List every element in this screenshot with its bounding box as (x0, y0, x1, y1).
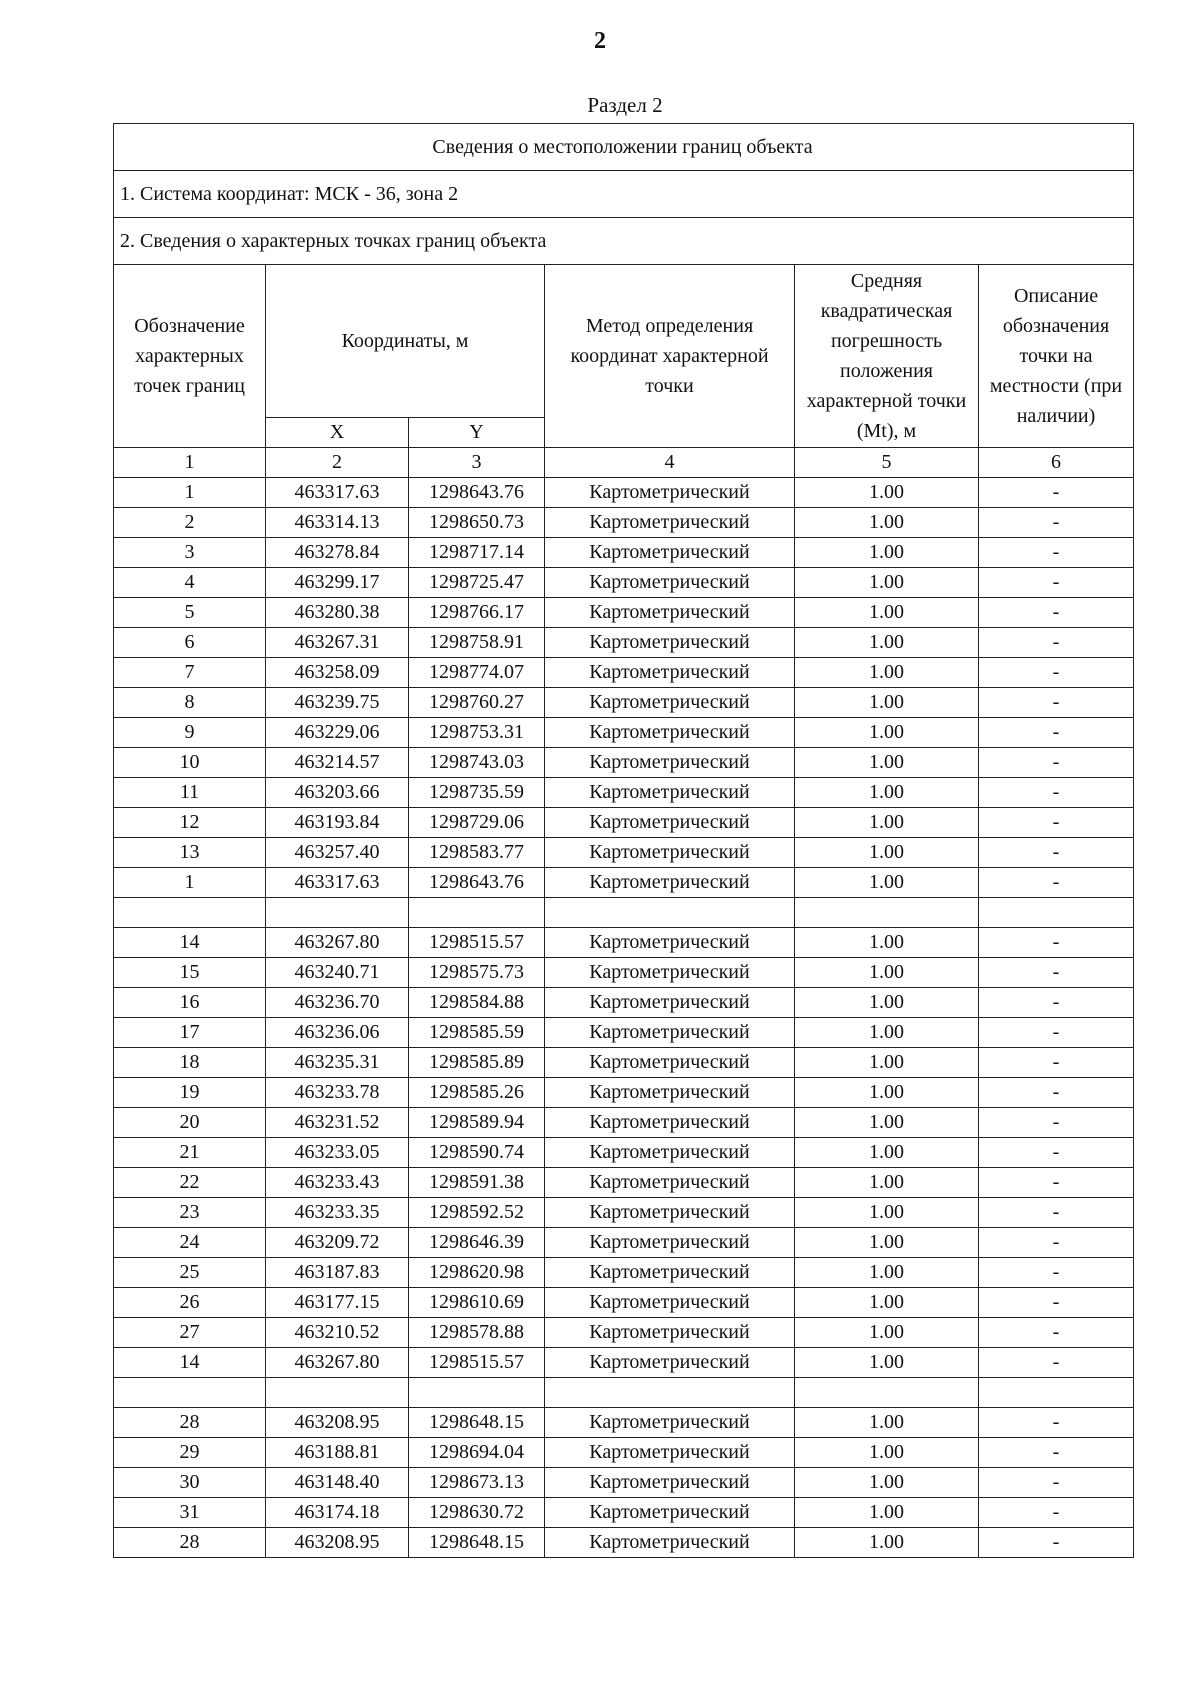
description-cell: - (979, 1528, 1134, 1558)
header-description: Описание обозначения точки на местности (при наличии) (979, 265, 1134, 448)
point-id-cell: 16 (114, 988, 266, 1018)
y-coord-cell (409, 898, 545, 928)
description-cell: - (979, 958, 1134, 988)
y-coord-cell: 1298583.77 (409, 838, 545, 868)
mean-error-cell: 1.00 (795, 1228, 979, 1258)
table-row (114, 1018, 1134, 1048)
table-row (114, 988, 1134, 1018)
x-coord-cell: 463229.06 (266, 718, 409, 748)
point-id-cell: 18 (114, 1048, 266, 1078)
table-row (114, 688, 1134, 718)
method-cell: Картометрический (545, 1498, 795, 1528)
point-id-cell: 20 (114, 1108, 266, 1138)
mean-error-cell: 1.00 (795, 718, 979, 748)
description-cell: - (979, 1138, 1134, 1168)
coord-system-row (114, 171, 1134, 218)
method-cell: Картометрический (545, 1198, 795, 1228)
y-coord-cell: 1298585.26 (409, 1078, 545, 1108)
x-coord-cell: 463193.84 (266, 808, 409, 838)
table-row (114, 808, 1134, 838)
method-cell: Картометрический (545, 748, 795, 778)
point-id-cell: 5 (114, 598, 266, 628)
description-cell: - (979, 1078, 1134, 1108)
description-cell: - (979, 838, 1134, 868)
header-point-designation: Обозначение характерных точек границ (114, 265, 266, 448)
table-row (114, 778, 1134, 808)
mean-error-cell: 1.00 (795, 1138, 979, 1168)
table-row (114, 658, 1134, 688)
method-cell: Картометрический (545, 508, 795, 538)
table-row (114, 838, 1134, 868)
x-coord-cell: 463148.40 (266, 1468, 409, 1498)
x-coord-cell: 463235.31 (266, 1048, 409, 1078)
x-coord-cell: 463267.80 (266, 928, 409, 958)
description-cell: - (979, 778, 1134, 808)
mean-error-cell: 1.00 (795, 478, 979, 508)
column-number: 6 (979, 448, 1134, 478)
description-cell: - (979, 628, 1134, 658)
column-number: 1 (114, 448, 266, 478)
column-number: 4 (545, 448, 795, 478)
method-cell: Картометрический (545, 1468, 795, 1498)
description-cell: - (979, 1018, 1134, 1048)
mean-error-cell: 1.00 (795, 1318, 979, 1348)
mean-error-cell (795, 898, 979, 928)
point-id-cell: 24 (114, 1228, 266, 1258)
x-coord-cell: 463257.40 (266, 838, 409, 868)
description-cell: - (979, 1318, 1134, 1348)
table-row (114, 1438, 1134, 1468)
method-cell: Картометрический (545, 478, 795, 508)
point-id-cell: 14 (114, 1348, 266, 1378)
point-id-cell: 31 (114, 1498, 266, 1528)
y-coord-cell: 1298766.17 (409, 598, 545, 628)
description-cell: - (979, 1168, 1134, 1198)
description-cell: - (979, 808, 1134, 838)
table-row (114, 1498, 1134, 1528)
point-id-cell: 26 (114, 1288, 266, 1318)
point-id-cell: 19 (114, 1078, 266, 1108)
y-coord-cell: 1298592.52 (409, 1198, 545, 1228)
table-row (114, 718, 1134, 748)
mean-error-cell: 1.00 (795, 538, 979, 568)
mean-error-cell: 1.00 (795, 868, 979, 898)
point-id-cell: 17 (114, 1018, 266, 1048)
y-coord-cell: 1298643.76 (409, 478, 545, 508)
mean-error-cell: 1.00 (795, 1198, 979, 1228)
x-coord-cell: 463314.13 (266, 508, 409, 538)
mean-error-cell: 1.00 (795, 1498, 979, 1528)
points-heading-row (114, 218, 1134, 265)
point-id-cell: 27 (114, 1318, 266, 1348)
x-coord-cell: 463240.71 (266, 958, 409, 988)
mean-error-cell: 1.00 (795, 1048, 979, 1078)
y-coord-cell: 1298729.06 (409, 808, 545, 838)
method-cell (545, 898, 795, 928)
point-id-cell: 1 (114, 478, 266, 508)
table-row-separator (114, 898, 1134, 928)
y-coord-cell: 1298630.72 (409, 1498, 545, 1528)
mean-error-cell: 1.00 (795, 1078, 979, 1108)
y-coord-cell: 1298578.88 (409, 1318, 545, 1348)
table-row (114, 1078, 1134, 1108)
y-coord-cell: 1298515.57 (409, 1348, 545, 1378)
mean-error-cell: 1.00 (795, 598, 979, 628)
method-cell: Картометрический (545, 868, 795, 898)
method-cell: Картометрический (545, 1078, 795, 1108)
x-coord-cell: 463209.72 (266, 1228, 409, 1258)
header-coordinates: Координаты, м (266, 265, 545, 418)
description-cell: - (979, 1468, 1134, 1498)
coord-system: 1. Система координат: МСК - 36, зона 2 (114, 171, 1134, 218)
table-row (114, 1318, 1134, 1348)
description-cell: - (979, 1258, 1134, 1288)
mean-error-cell: 1.00 (795, 1348, 979, 1378)
table-row (114, 958, 1134, 988)
mean-error-cell: 1.00 (795, 838, 979, 868)
x-coord-cell: 463233.78 (266, 1078, 409, 1108)
point-id-cell: 10 (114, 748, 266, 778)
table-title: Сведения о местоположении границ объекта (114, 124, 1134, 171)
table-row (114, 1408, 1134, 1438)
mean-error-cell: 1.00 (795, 958, 979, 988)
mean-error-cell: 1.00 (795, 928, 979, 958)
point-id-cell (114, 1378, 266, 1408)
header-row (114, 265, 1134, 418)
mean-error-cell: 1.00 (795, 1528, 979, 1558)
method-cell: Картометрический (545, 1018, 795, 1048)
description-cell: - (979, 1438, 1134, 1468)
table-row (114, 1468, 1134, 1498)
point-id-cell: 28 (114, 1408, 266, 1438)
description-cell: - (979, 478, 1134, 508)
point-id-cell: 3 (114, 538, 266, 568)
description-cell: - (979, 568, 1134, 598)
y-coord-cell: 1298575.73 (409, 958, 545, 988)
x-coord-cell: 463278.84 (266, 538, 409, 568)
table-row (114, 1168, 1134, 1198)
description-cell: - (979, 748, 1134, 778)
mean-error-cell: 1.00 (795, 688, 979, 718)
y-coord-cell: 1298589.94 (409, 1108, 545, 1138)
column-number: 5 (795, 448, 979, 478)
table-row (114, 1198, 1134, 1228)
y-coord-cell: 1298591.38 (409, 1168, 545, 1198)
description-cell: - (979, 1048, 1134, 1078)
description-cell: - (979, 1408, 1134, 1438)
description-cell: - (979, 1198, 1134, 1228)
mean-error-cell: 1.00 (795, 988, 979, 1018)
x-coord-cell: 463208.95 (266, 1408, 409, 1438)
description-cell: - (979, 1288, 1134, 1318)
method-cell: Картометрический (545, 1318, 795, 1348)
method-cell: Картометрический (545, 1528, 795, 1558)
mean-error-cell: 1.00 (795, 508, 979, 538)
x-coord-cell: 463239.75 (266, 688, 409, 718)
x-coord-cell: 463317.63 (266, 478, 409, 508)
method-cell: Картометрический (545, 688, 795, 718)
y-coord-cell: 1298743.03 (409, 748, 545, 778)
point-id-cell: 2 (114, 508, 266, 538)
point-id-cell: 7 (114, 658, 266, 688)
x-coord-cell: 463299.17 (266, 568, 409, 598)
method-cell: Картометрический (545, 1288, 795, 1318)
method-cell: Картометрический (545, 538, 795, 568)
y-coord-cell: 1298585.89 (409, 1048, 545, 1078)
method-cell: Картометрический (545, 1048, 795, 1078)
method-cell: Картометрический (545, 1138, 795, 1168)
method-cell: Картометрический (545, 568, 795, 598)
table-row (114, 1528, 1134, 1558)
y-coord-cell: 1298515.57 (409, 928, 545, 958)
table-row (114, 478, 1134, 508)
column-number: 3 (409, 448, 545, 478)
table-row (114, 868, 1134, 898)
description-cell: - (979, 928, 1134, 958)
method-cell: Картометрический (545, 958, 795, 988)
mean-error-cell: 1.00 (795, 1168, 979, 1198)
x-coord-cell: 463188.81 (266, 1438, 409, 1468)
x-coord-cell: 463267.31 (266, 628, 409, 658)
table-row (114, 1348, 1134, 1378)
point-id-cell: 6 (114, 628, 266, 658)
y-coord-cell: 1298774.07 (409, 658, 545, 688)
point-id-cell: 4 (114, 568, 266, 598)
method-cell: Картометрический (545, 1438, 795, 1468)
description-cell (979, 898, 1134, 928)
column-numbers-row (114, 448, 1134, 478)
x-coord-cell: 463280.38 (266, 598, 409, 628)
point-id-cell: 15 (114, 958, 266, 988)
page-number: 2 (594, 28, 606, 54)
section-label: Раздел 2 (587, 93, 663, 117)
method-cell: Картометрический (545, 1408, 795, 1438)
point-id-cell (114, 898, 266, 928)
mean-error-cell: 1.00 (795, 1438, 979, 1468)
x-coord-cell: 463233.43 (266, 1168, 409, 1198)
point-id-cell: 28 (114, 1528, 266, 1558)
table-row (114, 928, 1134, 958)
method-cell: Картометрический (545, 1108, 795, 1138)
y-coord-cell: 1298584.88 (409, 988, 545, 1018)
x-coord-cell: 463258.09 (266, 658, 409, 688)
point-id-cell: 23 (114, 1198, 266, 1228)
point-id-cell: 1 (114, 868, 266, 898)
y-coord-cell: 1298758.91 (409, 628, 545, 658)
point-id-cell: 30 (114, 1468, 266, 1498)
mean-error-cell (795, 1378, 979, 1408)
table-row (114, 508, 1134, 538)
mean-error-cell: 1.00 (795, 1288, 979, 1318)
y-coord-cell: 1298725.47 (409, 568, 545, 598)
method-cell: Картометрический (545, 1258, 795, 1288)
y-coord-cell (409, 1378, 545, 1408)
mean-error-cell: 1.00 (795, 808, 979, 838)
method-cell (545, 1378, 795, 1408)
y-coord-cell: 1298650.73 (409, 508, 545, 538)
header-x: X (266, 418, 409, 448)
table-title-row (114, 124, 1134, 171)
mean-error-cell: 1.00 (795, 568, 979, 598)
x-coord-cell: 463210.52 (266, 1318, 409, 1348)
y-coord-cell: 1298620.98 (409, 1258, 545, 1288)
x-coord-cell: 463233.35 (266, 1198, 409, 1228)
description-cell: - (979, 688, 1134, 718)
y-coord-cell: 1298760.27 (409, 688, 545, 718)
x-coord-cell (266, 898, 409, 928)
mean-error-cell: 1.00 (795, 658, 979, 688)
header-method: Метод определения координат характерной точки (545, 265, 795, 448)
y-coord-cell: 1298753.31 (409, 718, 545, 748)
column-number: 2 (266, 448, 409, 478)
method-cell: Картометрический (545, 988, 795, 1018)
table-row (114, 1258, 1134, 1288)
mean-error-cell: 1.00 (795, 748, 979, 778)
description-cell: - (979, 658, 1134, 688)
table-row (114, 1228, 1134, 1258)
x-coord-cell: 463231.52 (266, 1108, 409, 1138)
method-cell: Картометрический (545, 598, 795, 628)
description-cell (979, 1378, 1134, 1408)
mean-error-cell: 1.00 (795, 1408, 979, 1438)
method-cell: Картометрический (545, 928, 795, 958)
mean-error-cell: 1.00 (795, 628, 979, 658)
mean-error-cell: 1.00 (795, 1018, 979, 1048)
y-coord-cell: 1298585.59 (409, 1018, 545, 1048)
point-id-cell: 29 (114, 1438, 266, 1468)
x-coord-cell: 463203.66 (266, 778, 409, 808)
x-coord-cell: 463317.63 (266, 868, 409, 898)
point-id-cell: 25 (114, 1258, 266, 1288)
point-id-cell: 9 (114, 718, 266, 748)
boundary-points-table (113, 123, 1134, 1558)
table-row (114, 568, 1134, 598)
table-body (114, 124, 1134, 1558)
point-id-cell: 12 (114, 808, 266, 838)
x-coord-cell: 463233.05 (266, 1138, 409, 1168)
header-mean-error: Средняя квадратическая погрешность положения характерной точки (Mt), м (795, 265, 979, 448)
description-cell: - (979, 988, 1134, 1018)
x-coord-cell: 463174.18 (266, 1498, 409, 1528)
description-cell: - (979, 1228, 1134, 1258)
point-id-cell: 11 (114, 778, 266, 808)
point-id-cell: 22 (114, 1168, 266, 1198)
description-cell: - (979, 1498, 1134, 1528)
x-coord-cell: 463208.95 (266, 1528, 409, 1558)
point-id-cell: 14 (114, 928, 266, 958)
y-coord-cell: 1298673.13 (409, 1468, 545, 1498)
method-cell: Картометрический (545, 1168, 795, 1198)
x-coord-cell: 463236.70 (266, 988, 409, 1018)
table-row (114, 1108, 1134, 1138)
point-id-cell: 21 (114, 1138, 266, 1168)
header-y: Y (409, 418, 545, 448)
y-coord-cell: 1298735.59 (409, 778, 545, 808)
method-cell: Картометрический (545, 778, 795, 808)
method-cell: Картометрический (545, 658, 795, 688)
y-coord-cell: 1298717.14 (409, 538, 545, 568)
points-heading: 2. Сведения о характерных точках границ объекта (114, 218, 1134, 265)
y-coord-cell: 1298694.04 (409, 1438, 545, 1468)
method-cell: Картометрический (545, 1228, 795, 1258)
y-coord-cell: 1298648.15 (409, 1408, 545, 1438)
method-cell: Картометрический (545, 808, 795, 838)
x-coord-cell: 463236.06 (266, 1018, 409, 1048)
method-cell: Картометрический (545, 838, 795, 868)
table-row (114, 1048, 1134, 1078)
x-coord-cell: 463177.15 (266, 1288, 409, 1318)
y-coord-cell: 1298590.74 (409, 1138, 545, 1168)
point-id-cell: 13 (114, 838, 266, 868)
y-coord-cell: 1298646.39 (409, 1228, 545, 1258)
x-coord-cell: 463214.57 (266, 748, 409, 778)
description-cell: - (979, 1348, 1134, 1378)
table-row-separator (114, 1378, 1134, 1408)
x-coord-cell (266, 1378, 409, 1408)
table-row (114, 628, 1134, 658)
y-coord-cell: 1298643.76 (409, 868, 545, 898)
description-cell: - (979, 718, 1134, 748)
y-coord-cell: 1298610.69 (409, 1288, 545, 1318)
point-id-cell: 8 (114, 688, 266, 718)
method-cell: Картометрический (545, 718, 795, 748)
description-cell: - (979, 508, 1134, 538)
x-coord-cell: 463267.80 (266, 1348, 409, 1378)
description-cell: - (979, 1108, 1134, 1138)
description-cell: - (979, 538, 1134, 568)
mean-error-cell: 1.00 (795, 1468, 979, 1498)
table-row (114, 538, 1134, 568)
table-row (114, 598, 1134, 628)
table-row (114, 1288, 1134, 1318)
table-row (114, 748, 1134, 778)
y-coord-cell: 1298648.15 (409, 1528, 545, 1558)
mean-error-cell: 1.00 (795, 1258, 979, 1288)
method-cell: Картометрический (545, 1348, 795, 1378)
mean-error-cell: 1.00 (795, 1108, 979, 1138)
table-row (114, 1138, 1134, 1168)
mean-error-cell: 1.00 (795, 778, 979, 808)
x-coord-cell: 463187.83 (266, 1258, 409, 1288)
description-cell: - (979, 868, 1134, 898)
method-cell: Картометрический (545, 628, 795, 658)
description-cell: - (979, 598, 1134, 628)
